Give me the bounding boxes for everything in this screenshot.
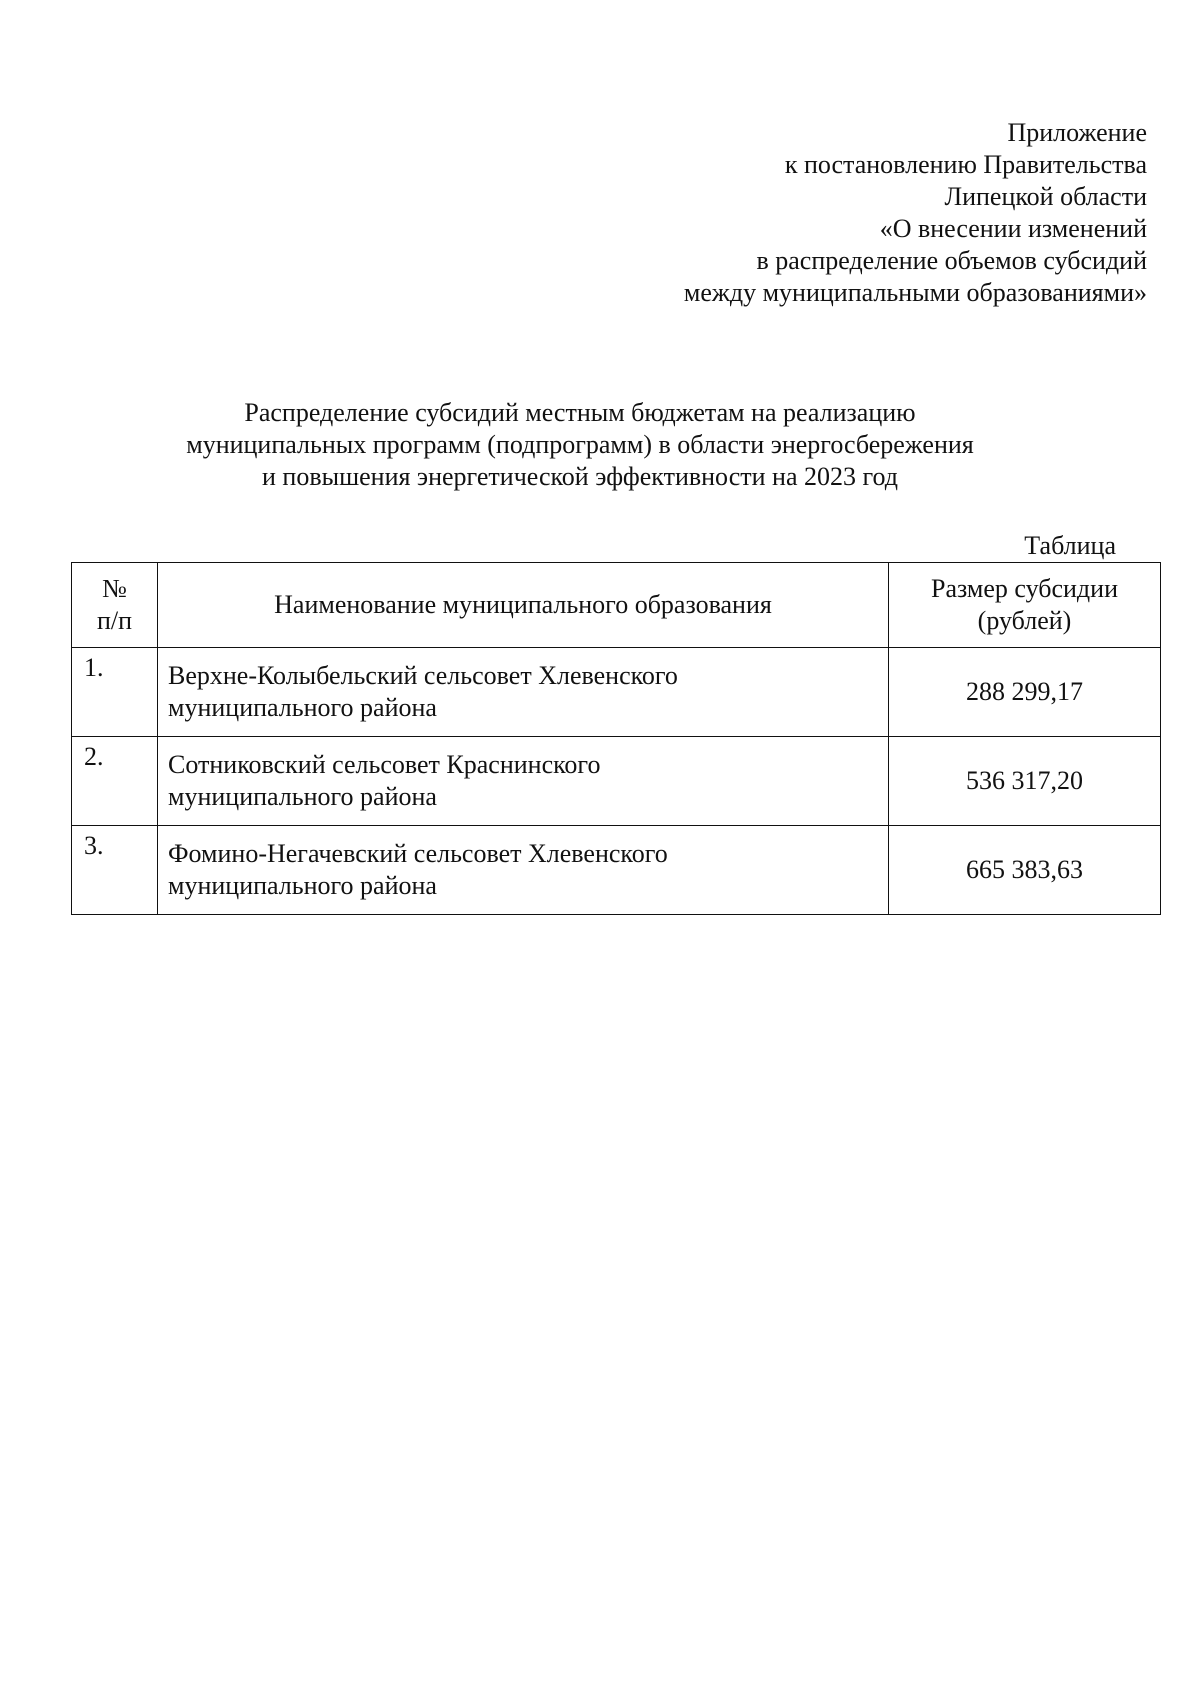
table-row xyxy=(72,648,1161,737)
appendix-line: Липецкой области xyxy=(944,182,1147,211)
header-name: Наименование муниципального образования xyxy=(158,563,889,648)
header-amount-line: (рублей) xyxy=(977,606,1072,635)
header-amount-line: Размер субсидии xyxy=(931,574,1118,603)
row-number: 2. xyxy=(72,737,158,826)
row-amount: 665 383,63 xyxy=(889,826,1161,915)
row-municipality xyxy=(158,826,889,915)
municipality-line: муниципального района xyxy=(168,693,437,722)
table-row xyxy=(72,826,1161,915)
table-label: Таблица xyxy=(1024,531,1116,560)
appendix-line: к постановлению Правительства xyxy=(784,150,1147,179)
row-amount: 288 299,17 xyxy=(889,648,1161,737)
appendix-line: в распределение объемов субсидий xyxy=(756,246,1147,275)
row-number: 1. xyxy=(72,648,158,737)
header-num-line: № xyxy=(102,574,127,603)
municipality-line: муниципального района xyxy=(168,871,437,900)
title-line: муниципальных программ (подпрограмм) в области энергосбережения xyxy=(186,430,974,459)
municipality-line: Сотниковский сельсовет Краснинского xyxy=(168,750,601,779)
document-title xyxy=(130,397,1030,493)
municipality-line: Верхне-Колыбельский сельсовет Хлевенского xyxy=(168,661,678,690)
title-line: и повышения энергетической эффективности на 2023 год xyxy=(262,462,898,491)
title-line: Распределение субсидий местным бюджетам на реализацию xyxy=(244,398,916,427)
row-number: 3. xyxy=(72,826,158,915)
municipality-line: Фомино-Негачевский сельсовет Хлевенского xyxy=(168,839,668,868)
appendix-block xyxy=(527,117,1147,309)
row-municipality xyxy=(158,737,889,826)
subsidy-table xyxy=(71,562,1161,915)
header-num-line: п/п xyxy=(96,606,133,635)
table-header-row xyxy=(72,563,1161,648)
municipality-line: муниципального района xyxy=(168,782,437,811)
appendix-line: Приложение xyxy=(1007,118,1147,147)
row-municipality xyxy=(158,648,889,737)
appendix-line: «О внесении изменений xyxy=(879,214,1147,243)
appendix-line: между муниципальными образованиями» xyxy=(683,278,1147,307)
header-num xyxy=(72,563,158,648)
header-amount xyxy=(889,563,1161,648)
table-row xyxy=(72,737,1161,826)
row-amount: 536 317,20 xyxy=(889,737,1161,826)
